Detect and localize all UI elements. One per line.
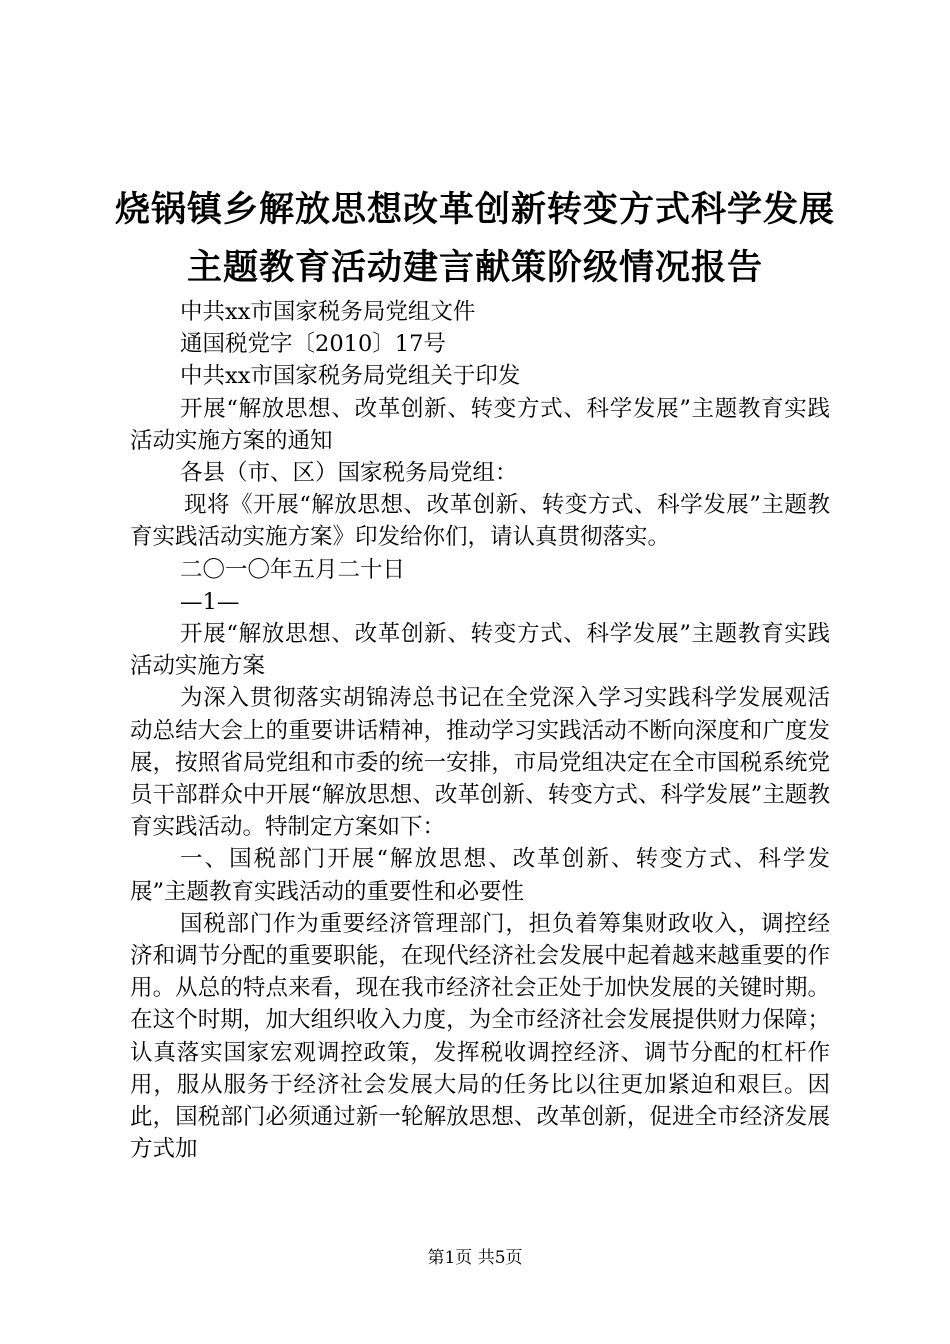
paragraph-addressee: 各县（市、区）国家税务局党组： [180,460,518,487]
paragraph-notice-body: 现将《开展“解放思想、改革创新、转变方式、科学发展”主题教育实践活动实施方案》印发给你们，请认真贯彻落实。 [130,492,830,551]
paragraph-section-one-heading: 一、国税部门开展“解放思想、改革创新、转变方式、科学发展”主题教育实践活动的重要性和必要性 [130,846,830,905]
document-body [130,296,830,1165]
paragraph-notice-heading: 中共xx市国家税务局党组关于印发 [180,363,521,390]
paragraph-notice-subject: 开展“解放思想、改革创新、转变方式、科学发展”主题教育实践活动实施方案的通知 [130,395,830,454]
paragraph-plan-intro: 为深入贯彻落实胡锦涛总书记在全党深入学习实践科学发展观活动总结大会上的重要讲话精神，推动学习实践活动不断向深度和广度发展，按照省局党组和市委的统一安排，市局党组决定在全市国税系统党员干部群众中开展“解放思想、改革创新、转变方式、科学发展”主题教育实践活动。特制定方案如下： [130,685,830,841]
paragraph-doc-number: 通国税党字〔2010〕17号 [180,331,446,358]
document-title-line-2: 主题教育活动建言献策阶级情况报告 [186,248,763,288]
paragraph-section-one-body: 国税部门作为重要经济管理部门，担负着筹集财政收入，调控经济和调节分配的重要职能，在现代经济社会发展中起着越来越重要的作用。从总的特点来看，现在我市经济社会正处于加快发展的关键时期。在这个时期，加大组织收入力度，为全市经济社会发展提供财力保障；认真落实国家宏观调控政策，发挥税收调控经济、调节分配的杠杆作用，服从服务于经济社会发展大局的任务比以往更加紧迫和艰巨。因此，国税部门必须通过新一轮解放思想、改革创新，促进全市经济发展方式加 [130,910,830,1163]
paragraph-plan-title: 开展“解放思想、改革创新、转变方式、科学发展”主题教育实践活动实施方案 [130,621,830,680]
paragraph-issuer: 中共xx市国家税务局党组文件 [180,299,476,325]
page-footer: 第1页 共5页 [427,1248,523,1268]
paragraph-date: 二〇一〇年五月二十日 [180,556,406,583]
document-title-line-1: 烧锅镇乡解放思想改革创新转变方式科学发展 [114,190,835,230]
paragraph-page-mark: —1— [180,588,240,615]
